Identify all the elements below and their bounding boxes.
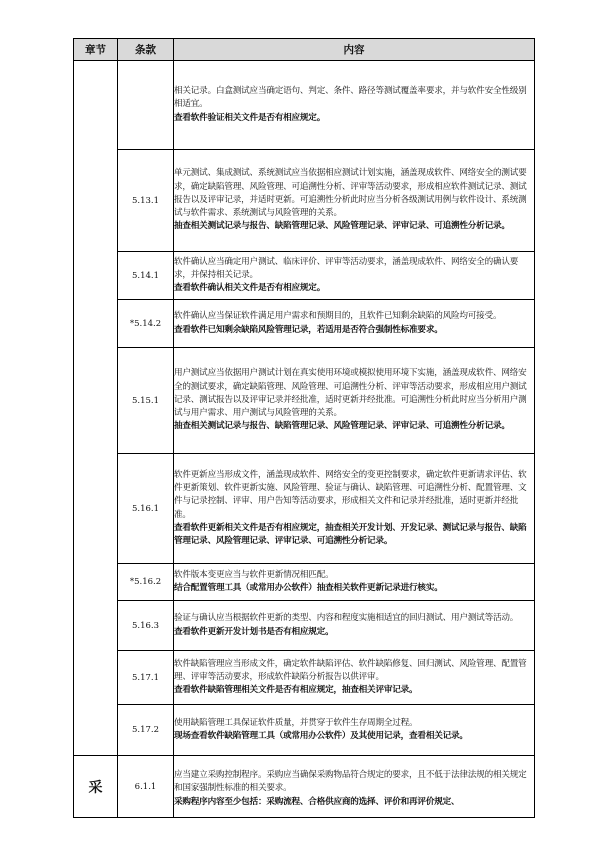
table-row	[74, 150, 535, 252]
requirement-text: 软件更新应当形成文件，涵盖现成软件、网络安全的变更控制要求，确定软件更新请求评估、软件更新策划、软件更新实施、风险管理、验证与确认、缺陷管理、可追溯性分析、配置管理、文件与记录控制、评审、用户告知等活动要求，形成相关文件和记录并经批准，适时更新并经批准。	[174, 469, 527, 520]
check-method: 查看软件确认相关文件是否有相应规定。	[174, 283, 326, 294]
content-cell	[174, 601, 535, 651]
clause-number: 5.17.2	[118, 705, 174, 756]
table-row	[74, 454, 535, 564]
regulation-table	[73, 38, 535, 818]
table-row	[74, 651, 535, 705]
check-method: 抽查相关测试记录与报告、缺陷管理记录、风险管理记录、评审记录、可追溯性分析记录。	[174, 221, 510, 232]
clause-number: *5.14.2	[118, 300, 174, 348]
table-row	[74, 601, 535, 651]
content-cell	[174, 150, 535, 252]
clause-number: 6.1.1	[118, 756, 174, 818]
check-method: 结合配置管理工具（或常用办公软件）抽查相关软件更新记录进行核实。	[174, 583, 443, 593]
clause-number: 5.15.1	[118, 348, 174, 454]
content-cell	[174, 454, 535, 564]
check-method: 查看软件已知剩余缺陷风险管理记录，若适用是否符合强制性标准要求。	[174, 324, 443, 335]
requirement-text: 软件确认应当确定用户测试、临床评价、评审等活动要求，涵盖现成软件、网络安全的确认要求，并保持相关记录。	[174, 256, 519, 280]
header-clause: 条款	[118, 39, 174, 61]
content-cell	[174, 348, 535, 454]
clause-number: *5.16.2	[118, 564, 174, 601]
header-content: 内容	[174, 39, 535, 61]
table-row	[74, 348, 535, 454]
content-cell	[174, 61, 535, 150]
content-cell	[174, 564, 535, 601]
check-method: 抽查相关测试记录与报告、缺陷管理记录、风险管理记录、评审记录、可追溯性分析记录。	[174, 421, 510, 432]
table-row	[74, 705, 535, 756]
content-cell	[174, 756, 535, 818]
clause-number: 5.16.3	[118, 601, 174, 651]
table-row	[74, 756, 535, 818]
requirement-text: 软件缺陷管理应当形成文件，确定软件缺陷评估、软件缺陷修复、回归测试、风险管理、配置管理、评审等活动要求，形成软件缺陷分析报告以供评审。	[174, 658, 527, 682]
table-row	[74, 252, 535, 300]
check-method: 查看软件更新开发计划书是否有相应规定。	[174, 626, 334, 637]
content-cell	[174, 705, 535, 756]
content-cell	[174, 651, 535, 705]
check-method: 查看软件更新相关文件是否有相应规定，抽查相关开发计划、开发记录、测试记录与报告、缺陷管理记录、风险管理记录、评审记录、可追溯性分析记录。	[174, 522, 527, 547]
table-row	[74, 61, 535, 150]
check-method: 现场查看软件缺陷管理工具（或常用办公软件）及其使用记录，查看相关记录。	[174, 731, 468, 741]
check-method: 查看软件验证相关文件是否有相应规定。	[174, 112, 326, 123]
table-row	[74, 564, 535, 601]
content-cell	[174, 300, 535, 348]
chapter-cell: 采	[74, 756, 118, 818]
table-row	[74, 300, 535, 348]
requirement-text: 相关记录。白盒测试应当确定语句、判定、条件、路径等测试覆盖率要求，并与软件安全性级别相适宜。	[174, 86, 527, 110]
requirement-text: 用户测试应当依据用户测试计划在真实使用环境或模拟使用环境下实施，涵盖现成软件、网络安全的测试要求，确定缺陷管理、风险管理、可追溯性分析、评审等活动要求，形成相应用户测试记录、测试报告以及评审记录并经批准，适时更新并经批准。可追溯性分析此时应当分析用户测试与用户需求、用户测试与风险管理的关系。	[174, 368, 527, 419]
requirement-text: 验证与确认应当根据软件更新的类型、内容和程度实施相适宜的回归测试、用户测试等活动。	[174, 613, 519, 624]
requirement-text: 软件确认应当保证软件满足用户需求和预期目的，且软件已知剩余缺陷的风险均可接受。	[174, 311, 502, 322]
chapter-cell	[74, 61, 118, 756]
content-cell	[174, 252, 535, 300]
header-chapter: 章节	[74, 39, 118, 61]
requirement-text: 使用缺陷管理工具保证软件质量，并贯穿于软件生存周期全过程。	[174, 717, 418, 728]
clause-number	[118, 61, 174, 150]
clause-number: 5.16.1	[118, 454, 174, 564]
check-method: 采购程序内容至少包括：采购流程、合格供应商的选择、评价和再评价规定、	[174, 796, 460, 807]
clause-number: 5.17.1	[118, 651, 174, 705]
table-header-row	[74, 39, 535, 61]
requirement-text: 单元测试、集成测试、系统测试应当依据相应测试计划实施，涵盖现成软件、网络安全的测试要求，确定缺陷管理、风险管理、可追溯性分析、评审等活动要求，形成相应软件测试记录、测试报告以及评审记录，并适时更新。可追溯性分析此时应当分析各级测试用例与软件设计、系统测试与软件需求、系统测试与风险管理的关系。	[174, 168, 527, 219]
requirement-text: 应当建立采购控制程序。采购应当确保采购物品符合规定的要求，且不低于法律法规的相关规定和国家强制性标准的相关要求。	[174, 770, 527, 794]
clause-number: 5.13.1	[118, 150, 174, 252]
check-method: 查看软件缺陷管理相关文件是否有相应规定，抽查相关评审记录。	[174, 685, 418, 696]
clause-number: 5.14.1	[118, 252, 174, 300]
requirement-text: 软件版本变更应当与软件更新情况相匹配。	[174, 569, 334, 580]
